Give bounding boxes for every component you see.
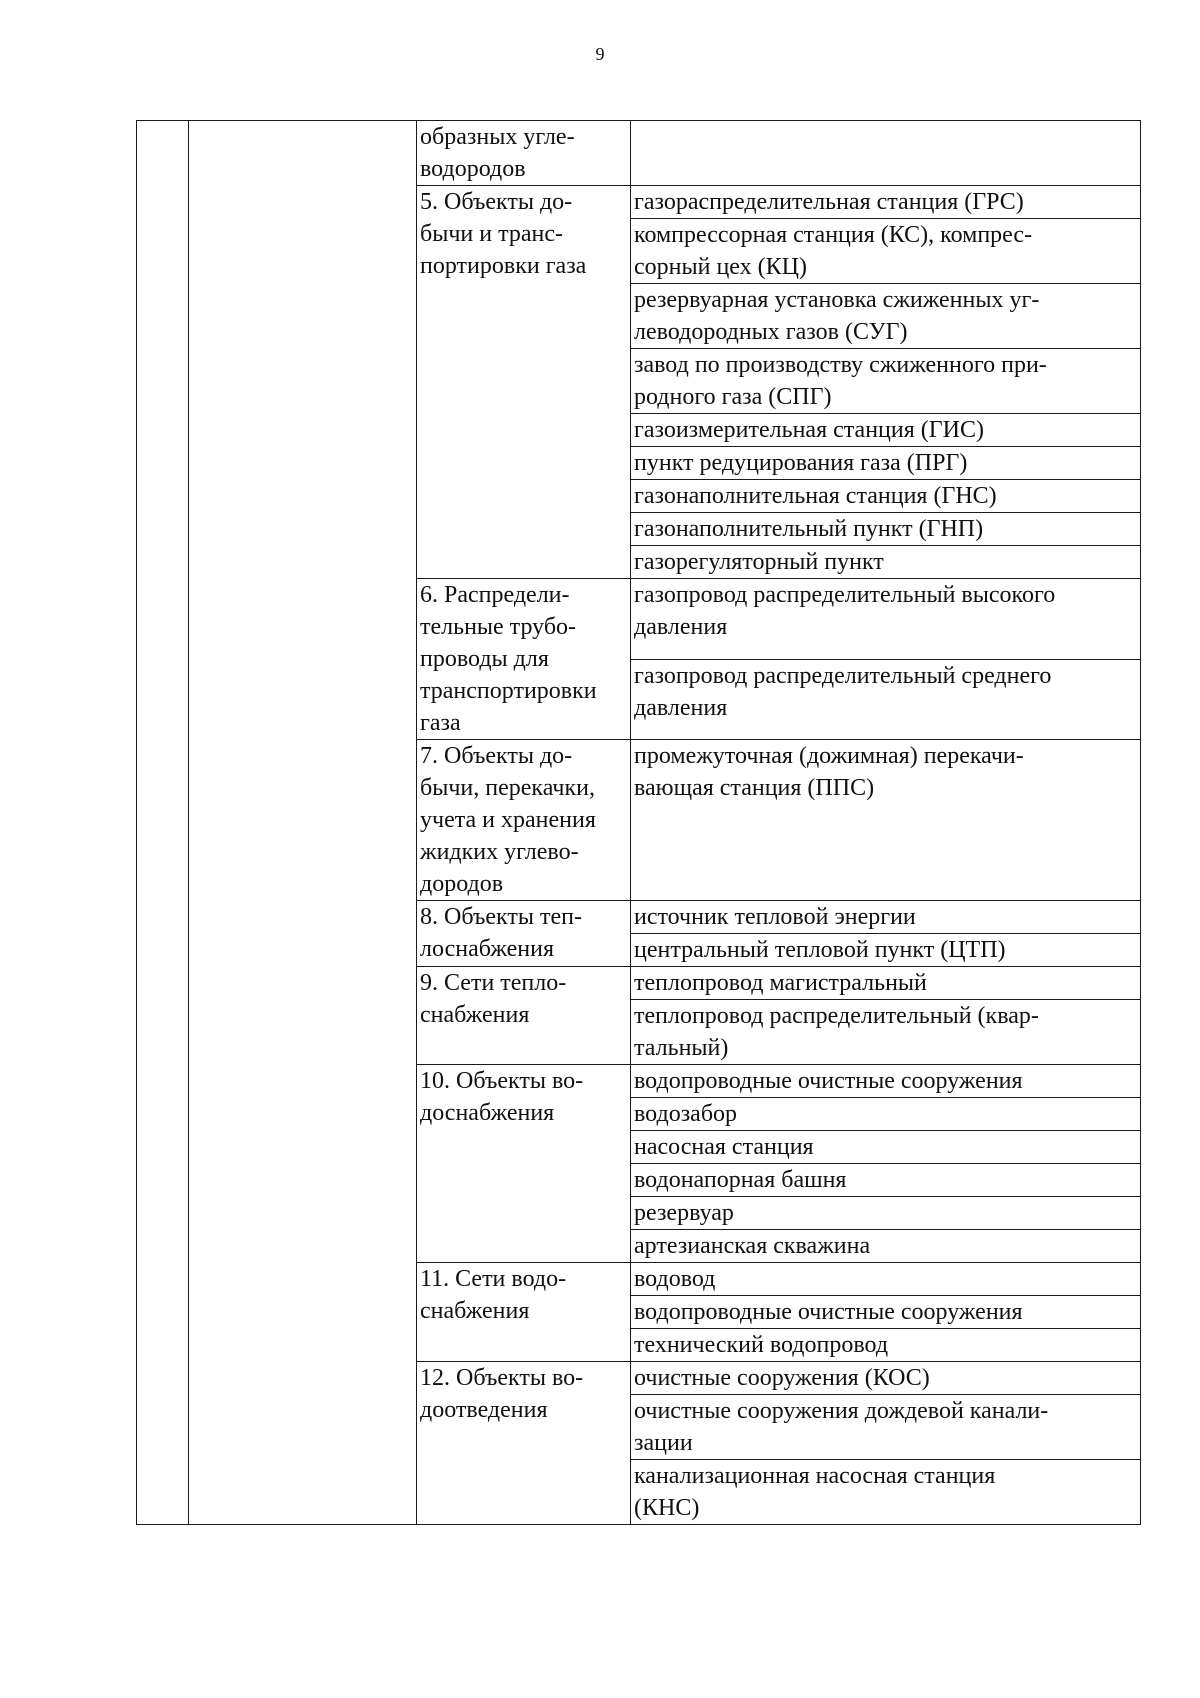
empty-cell-left <box>137 121 189 1525</box>
table-body <box>137 121 1141 1525</box>
item-cell <box>631 1395 1141 1460</box>
page-number: 9 <box>595 44 605 64</box>
item-text: завод по производству сжиженного при- родного газа (СПГ) <box>634 352 1047 410</box>
item-text: газопровод распределительный среднего давления <box>634 662 1052 721</box>
item-cell <box>631 740 1141 901</box>
item-cell <box>631 659 1141 740</box>
item-text: компрессорная станция (КС), компрес- сорный цех (КЦ) <box>634 222 1033 280</box>
item-cell <box>631 414 1141 447</box>
item-text: промежуточная (дожимная) перекачи- вающая станция (ППС) <box>634 743 1024 801</box>
item-text: газорегуляторный пункт <box>634 549 884 575</box>
item-text: водопроводные очистные сооружения <box>634 1068 1023 1094</box>
item-cell <box>631 1263 1141 1296</box>
item-cell <box>631 901 1141 934</box>
item-text: газонаполнительная станция (ГНС) <box>634 483 997 509</box>
empty-cell-second <box>189 121 417 1525</box>
item-cell <box>631 1230 1141 1263</box>
item-text: теплопровод распределительный (квар- тальный) <box>634 1003 1039 1061</box>
item-cell <box>631 284 1141 349</box>
item-text: насосная станция <box>634 1134 814 1160</box>
item-text: резервуар <box>634 1200 734 1226</box>
item-text: газораспределительная станция (ГРС) <box>634 189 1024 215</box>
item-cell <box>631 579 1141 660</box>
item-text: водонапорная башня <box>634 1167 847 1193</box>
item-text: водовод <box>634 1266 716 1292</box>
item-cell <box>631 349 1141 414</box>
table-row <box>137 121 1141 186</box>
item-cell <box>631 1065 1141 1098</box>
category-cell: 8. Объекты теп- лоснабжения <box>417 901 631 967</box>
category-cell: 11. Сети водо- снабжения <box>417 1263 631 1362</box>
item-cell <box>631 186 1141 219</box>
item-cell-empty <box>631 121 1141 186</box>
item-cell <box>631 1197 1141 1230</box>
item-cell <box>631 513 1141 546</box>
item-cell <box>631 1000 1141 1065</box>
item-text: пункт редуцирования газа (ПРГ) <box>634 450 968 476</box>
item-cell <box>631 934 1141 967</box>
item-cell <box>631 480 1141 513</box>
item-cell <box>631 1164 1141 1197</box>
item-text: источник тепловой энергии <box>634 904 916 930</box>
item-text: газоизмерительная станция (ГИС) <box>634 417 984 443</box>
item-cell <box>631 1131 1141 1164</box>
category-cell: 12. Объекты во- доотведения <box>417 1362 631 1525</box>
item-cell <box>631 447 1141 480</box>
item-text: газопровод распределительный высокого давления <box>634 582 1056 640</box>
category-cell-continuation: образных угле- водородов <box>417 121 631 186</box>
item-cell <box>631 219 1141 284</box>
category-cell: 7. Объекты до- бычи, перекачки, учета и хранения жидких углево- дородов <box>417 740 631 901</box>
category-cell: 10. Объекты во- доснабжения <box>417 1065 631 1263</box>
item-text: технический водопровод <box>634 1332 889 1358</box>
item-cell <box>631 1460 1141 1525</box>
item-text: водопроводные очистные сооружения <box>634 1299 1023 1325</box>
item-text: водозабор <box>634 1101 738 1127</box>
item-text: канализационная насосная станция (КНС) <box>634 1463 996 1521</box>
item-text: очистные сооружения дождевой канали- зации <box>634 1398 1049 1456</box>
item-text: центральный тепловой пункт (ЦТП) <box>634 937 1006 963</box>
item-text: теплопровод магистральный <box>634 970 927 996</box>
item-text: артезианская скважина <box>634 1233 871 1259</box>
category-cell: 9. Сети тепло- снабжения <box>417 967 631 1065</box>
item-cell <box>631 1362 1141 1395</box>
category-cell: 6. Распредели- тельные трубо- проводы для транспортировки газа <box>417 579 631 740</box>
item-cell <box>631 546 1141 579</box>
category-cell: 5. Объекты до- бычи и транс- портировки газа <box>417 186 631 579</box>
objects-table <box>136 120 1141 1525</box>
item-cell <box>631 1329 1141 1362</box>
item-cell <box>631 1296 1141 1329</box>
item-text: газонаполнительный пункт (ГНП) <box>634 516 984 542</box>
item-cell <box>631 1098 1141 1131</box>
item-cell <box>631 967 1141 1000</box>
item-text: резервуарная установка сжиженных уг- леводородных газов (СУГ) <box>634 287 1040 345</box>
item-text: очистные сооружения (КОС) <box>634 1365 930 1391</box>
